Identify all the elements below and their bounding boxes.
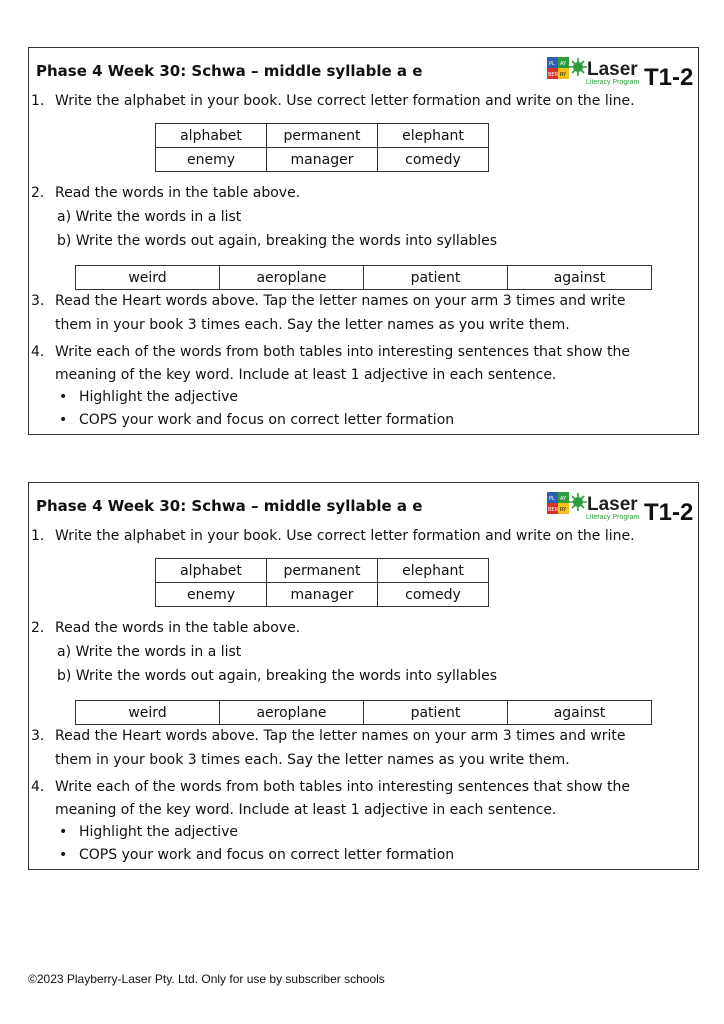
table-row <box>156 583 489 607</box>
logo-brand: Laser <box>587 494 638 515</box>
bullet-icon: • <box>59 412 68 428</box>
worksheet-card <box>28 47 699 435</box>
question-3-line1: Read the Heart words above. Tap the letter names on your arm 3 times and write <box>55 293 626 309</box>
logo-badge-letter: PL <box>549 496 555 502</box>
logo-badge-letter: RY <box>560 507 567 513</box>
table-row <box>76 266 652 290</box>
table-cell: patient <box>364 701 508 725</box>
question-4-line1: Write each of the words from both tables into interesting sentences that show the <box>55 779 631 795</box>
logo-badge-letter: AY <box>560 61 567 67</box>
bullet-item: COPS your work and focus on correct letter formation <box>79 412 455 428</box>
bullet-item: Highlight the adjective <box>79 389 239 405</box>
star-burst-icon <box>569 58 587 76</box>
card-title: Phase 4 Week 30: Schwa – middle syllable a e <box>36 497 423 515</box>
worksheet-card <box>28 482 699 870</box>
question-2-number: 2. <box>31 185 45 201</box>
question-2b-text: b) Write the words out again, breaking the words into syllables <box>57 668 498 684</box>
table-cell: enemy <box>156 583 267 607</box>
logo-badge-letter: BER <box>548 72 559 78</box>
logo-badge-letter: PL <box>549 61 555 67</box>
table-cell: weird <box>76 701 220 725</box>
table-cell: enemy <box>156 148 267 172</box>
table-cell: weird <box>76 266 220 290</box>
question-2-text: Read the words in the table above. <box>55 185 301 201</box>
table-cell: patient <box>364 266 508 290</box>
bullet-icon: • <box>59 389 68 405</box>
heart-words-table <box>75 700 652 725</box>
spelling-words-table <box>155 123 489 172</box>
question-4-line2: meaning of the key word. Include at least 1 adjective in each sentence. <box>55 367 557 383</box>
question-3-number: 3. <box>31 728 45 744</box>
logo-subtitle: Literacy Program <box>586 79 640 86</box>
question-2a-text: a) Write the words in a list <box>57 644 242 660</box>
table-cell: elephant <box>378 559 489 583</box>
question-4-line1: Write each of the words from both tables into interesting sentences that show the <box>55 344 631 360</box>
table-cell: comedy <box>378 148 489 172</box>
table-row <box>156 559 489 583</box>
question-1-text: Write the alphabet in your book. Use correct letter formation and write on the line. <box>55 528 635 544</box>
table-cell: permanent <box>267 124 378 148</box>
logo-badge-letter: RY <box>560 72 567 78</box>
logo-level: T1-2 <box>644 64 694 89</box>
table-cell: alphabet <box>156 559 267 583</box>
star-burst-icon <box>569 493 587 511</box>
question-1-number: 1. <box>31 528 45 544</box>
question-3-line2: them in your book 3 times each. Say the letter names as you write them. <box>55 752 570 768</box>
question-1-number: 1. <box>31 93 45 109</box>
logo-subtitle: Literacy Program <box>586 514 640 521</box>
logo-badge-letter: BER <box>548 507 559 513</box>
logo-brand: Laser <box>587 59 638 80</box>
card-title: Phase 4 Week 30: Schwa – middle syllable a e <box>36 62 423 80</box>
table-cell: against <box>508 266 652 290</box>
bullet-icon: • <box>59 824 68 840</box>
table-row <box>156 148 489 172</box>
question-3-line2: them in your book 3 times each. Say the letter names as you write them. <box>55 317 570 333</box>
question-3-number: 3. <box>31 293 45 309</box>
table-row <box>156 124 489 148</box>
table-cell: aeroplane <box>220 701 364 725</box>
spelling-words-table <box>155 558 489 607</box>
question-2b-text: b) Write the words out again, breaking the words into syllables <box>57 233 498 249</box>
bullet-item: COPS your work and focus on correct letter formation <box>79 847 455 863</box>
bullet-icon: • <box>59 847 68 863</box>
question-2a-text: a) Write the words in a list <box>57 209 242 225</box>
table-cell: aeroplane <box>220 266 364 290</box>
laser-logo <box>547 55 697 89</box>
question-4-number: 4. <box>31 779 45 795</box>
table-cell: manager <box>267 583 378 607</box>
laser-logo <box>547 490 697 524</box>
logo-level: T1-2 <box>644 499 694 524</box>
question-2-text: Read the words in the table above. <box>55 620 301 636</box>
question-4-line2: meaning of the key word. Include at least 1 adjective in each sentence. <box>55 802 557 818</box>
question-4-number: 4. <box>31 344 45 360</box>
question-1-text: Write the alphabet in your book. Use correct letter formation and write on the line. <box>55 93 635 109</box>
table-cell: manager <box>267 148 378 172</box>
question-3-line1: Read the Heart words above. Tap the letter names on your arm 3 times and write <box>55 728 626 744</box>
heart-words-table <box>75 265 652 290</box>
bullet-item: Highlight the adjective <box>79 824 239 840</box>
table-row <box>76 701 652 725</box>
table-cell: alphabet <box>156 124 267 148</box>
table-cell: comedy <box>378 583 489 607</box>
table-cell: elephant <box>378 124 489 148</box>
table-cell: against <box>508 701 652 725</box>
copyright-footer: ©2023 Playberry-Laser Pty. Ltd. Only for use by subscriber schools <box>28 972 385 986</box>
table-cell: permanent <box>267 559 378 583</box>
logo-badge-letter: AY <box>560 496 567 502</box>
question-2-number: 2. <box>31 620 45 636</box>
